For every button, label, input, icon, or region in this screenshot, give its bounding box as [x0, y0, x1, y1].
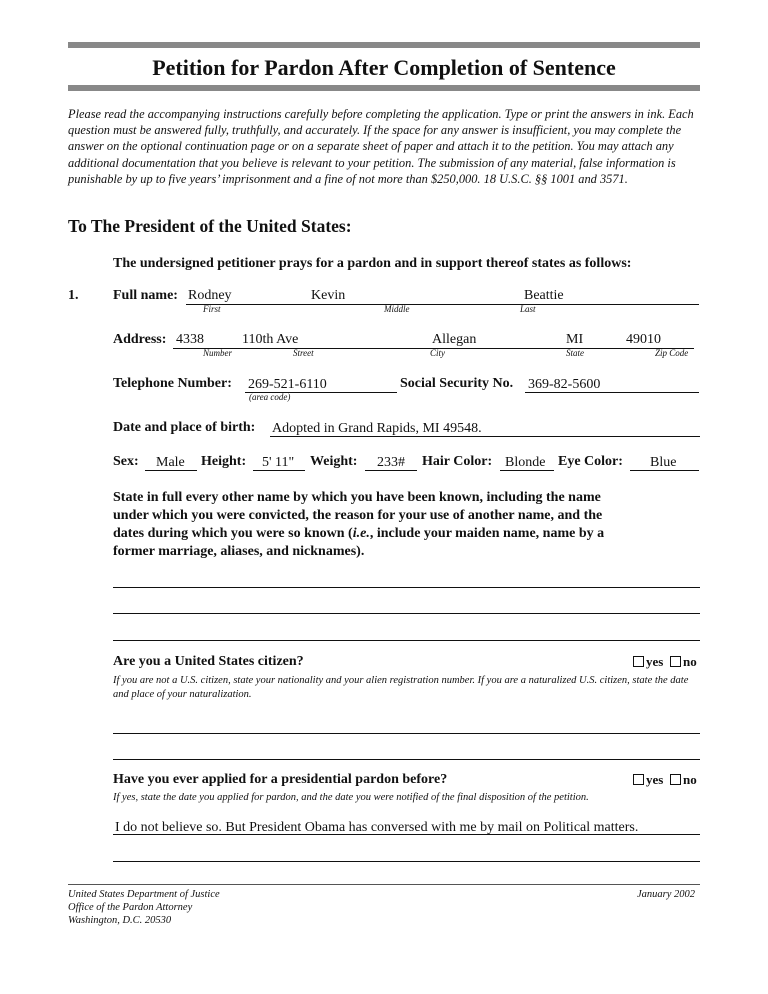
title-rule [68, 85, 700, 91]
prior-answer-line-2[interactable] [113, 861, 700, 862]
citizen-no-checkbox[interactable]: no [670, 654, 697, 670]
prior-pardon-note: If yes, state the date you applied for pardon, and the date you were notified of the final disposition of the petition. [113, 792, 589, 803]
other-names-line-3: dates during which you were so known (i.e., include your maiden name, name by a [113, 526, 605, 541]
weight-value: 233# [377, 455, 405, 470]
weight-label: Weight: [310, 454, 358, 469]
middle-name-value: Kevin [311, 288, 346, 303]
checkbox-icon [670, 774, 681, 785]
city-caption: City [430, 348, 445, 358]
item-number: 1. [68, 288, 79, 303]
height-value: 5' 11" [262, 455, 295, 470]
citizen-yes-checkbox[interactable]: yes [633, 654, 663, 670]
other-names-answer-line-3[interactable] [113, 640, 700, 641]
prior-pardon-question: Have you ever applied for a presidential pardon before? [113, 772, 448, 787]
ssn-label: Social Security No. [400, 376, 514, 391]
sex-value: Male [156, 455, 185, 470]
checkbox-icon [633, 774, 644, 785]
full-name-label: Full name: [113, 288, 178, 303]
eye-label: Eye Color: [558, 454, 623, 469]
sex-label: Sex: [113, 454, 139, 469]
prior-yes-checkbox[interactable]: yes [633, 772, 663, 788]
eye-value: Blue [650, 455, 677, 470]
other-names-question [113, 489, 703, 561]
page-title: Petition for Pardon After Completion of Sentence [152, 55, 616, 80]
address-city-value: Allegan [432, 332, 477, 347]
other-names-answer-line-1[interactable] [113, 587, 700, 588]
height-label: Height: [201, 454, 247, 469]
address-label: Address: [113, 332, 167, 347]
street-caption: Street [293, 348, 314, 358]
address-zip-value: 49010 [626, 332, 661, 347]
citizen-question: Are you a United States citizen? [113, 654, 304, 669]
birth-value: Adopted in Grand Rapids, MI 49548. [272, 421, 482, 436]
address-number-value: 4338 [176, 332, 204, 347]
area-code-caption: (area code) [249, 392, 291, 402]
other-names-line-4: former marriage, aliases, and nicknames). [113, 544, 365, 559]
first-caption: First [203, 304, 221, 314]
hair-value: Blonde [505, 455, 546, 470]
ssn-value: 369-82-5600 [528, 377, 601, 392]
footer-date: January 2002 [637, 889, 696, 900]
instructions: Please read the accompanying instructions carefully before completing the application. Type or print the answers in ink. Each question must be answered fully, truthfully, and accurately. If the space for any answer is insufficient, you may complete the answer on the optional continuation page or on a separate sheet of paper and attach it to the petition. You may attach any additional documentation that you believe is relevant to your petition. The submission of any material, false information is punishable by up to five years’ imprisonment and a fine of not more than $250,000. 18 U.S.C. §§ 1001 and 3571. [68, 107, 694, 186]
zip-caption: Zip Code [655, 348, 689, 358]
citizen-answer-line-2[interactable] [113, 759, 700, 760]
other-names-line-1: State in full every other name by which you have been known, including the name [113, 490, 601, 505]
first-name-value: Rodney [188, 288, 232, 303]
last-name-value: Beattie [524, 288, 564, 303]
hair-label: Hair Color: [422, 454, 493, 469]
footer-agency: United States Department of Justice Office of the Pardon Attorney Washington, D.C. 20530 [68, 889, 220, 926]
address-state-value: MI [566, 332, 584, 347]
prior-pardon-answer: I do not believe so. But President Obama has conversed with me by mail on Political matters. [115, 820, 639, 835]
telephone-value: 269-521-6110 [248, 377, 327, 392]
number-caption: Number [203, 348, 232, 358]
intro-statement: The undersigned petitioner prays for a pardon and in support thereof states as follows: [113, 256, 632, 271]
checkbox-icon [670, 656, 681, 667]
telephone-label: Telephone Number: [113, 376, 232, 391]
other-names-line-2: under which you were convicted, the reason for your use of another name, and the [113, 508, 603, 523]
citizen-answer-line-1[interactable] [113, 733, 700, 734]
footer-rule [68, 884, 700, 885]
addressee-heading: To The President of the United States: [68, 216, 352, 236]
state-caption: State [566, 348, 584, 358]
prior-no-checkbox[interactable]: no [670, 772, 697, 788]
last-caption: Last [520, 304, 536, 314]
middle-caption: Middle [384, 304, 410, 314]
other-names-answer-line-2[interactable] [113, 613, 700, 614]
full-name-line[interactable] [186, 304, 699, 305]
citizen-note: If you are not a U.S. citizen, state your nationality and your alien registration number. If you are a naturalized U.S. citizen, state the date and place of your naturalization. [113, 675, 689, 700]
checkbox-icon [633, 656, 644, 667]
birth-label: Date and place of birth: [113, 420, 256, 435]
address-street-value: 110th Ave [242, 332, 299, 347]
top-rule [68, 42, 700, 48]
